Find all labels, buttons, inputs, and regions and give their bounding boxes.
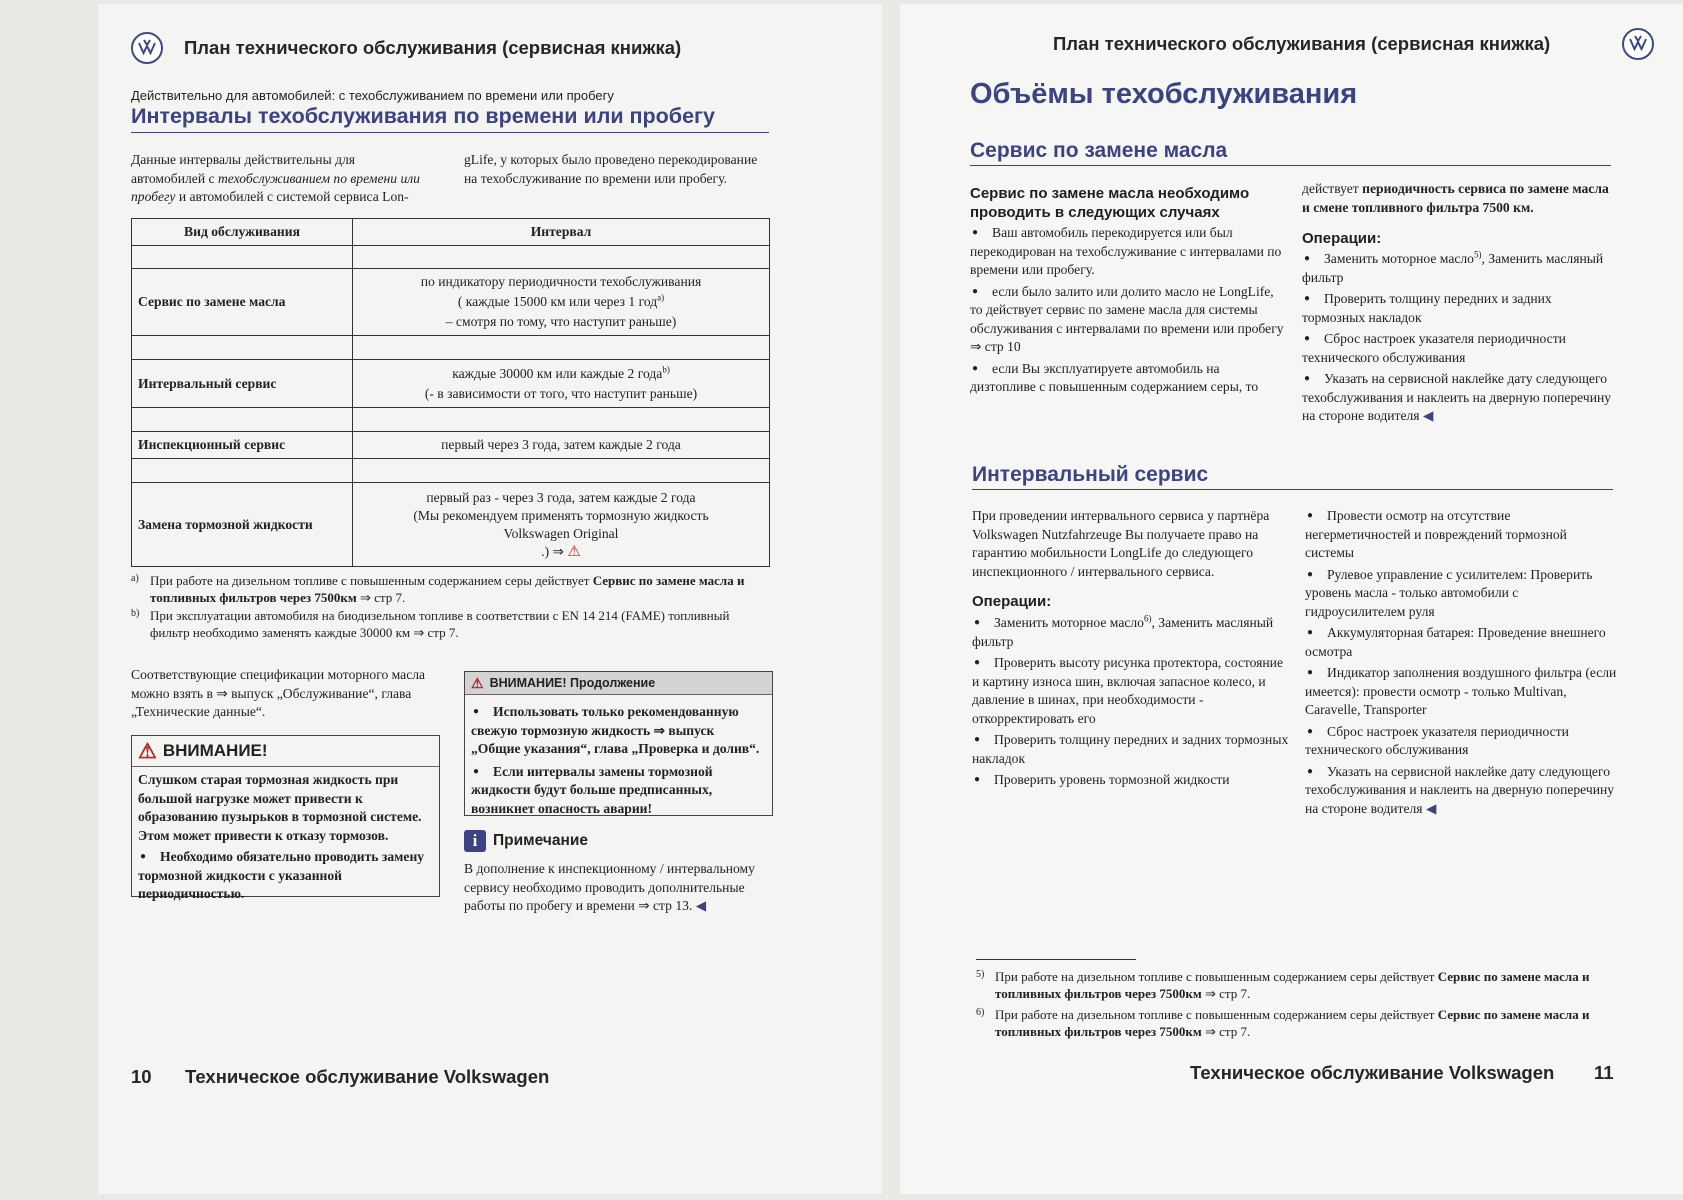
interval-operations-list-2 — [1305, 507, 1617, 818]
warning-continued-bullet: ● Если интервалы замены тормозной жидкости будут больше предписанных, возникнет опасность аварии! — [471, 763, 766, 819]
end-arrow-icon: ◀ — [1425, 800, 1437, 816]
service-interval-table — [131, 218, 770, 567]
footer-title: Техническое обслуживание Volkswagen — [1190, 1062, 1555, 1083]
warning-triangle-icon: ⚠ — [138, 739, 157, 763]
interval-intro: При проведении интервального сервиса у партнёра Volkswagen Nutzfahrzeuge Вы получаете право на гарантию мобильности LongLife до следующего инспекционного / интервального сервиса. — [972, 508, 1270, 579]
end-arrow-icon: ◀ — [695, 898, 707, 913]
table-header-kind: Вид обслуживания — [132, 219, 353, 246]
oil-operations-list — [1302, 250, 1612, 426]
list-item: ● Рулевое управление с усилителем: Проверить уровень масла - только автомобили с гидроусилителем руля — [1305, 566, 1617, 622]
warning-box — [131, 735, 440, 901]
left-page — [98, 4, 882, 1194]
footnote-separator — [976, 959, 1136, 960]
footer-title: Техническое обслуживание Volkswagen — [185, 1066, 550, 1087]
warning-triangle-icon: ⚠ — [567, 543, 581, 560]
list-item: ● Провести осмотр на отсутствие негерметичностей и повреждений тормозной системы — [1305, 507, 1617, 563]
table-row: Интервальный сервис каждые 30000 км или каждые 2 года$^{b)}$ (- в зависимости от того, что наступит раньше) — [132, 360, 770, 408]
warning-continued-box — [464, 671, 773, 816]
validity-line: Действительно для автомобилей: с техобслуживанием по времени или пробегу — [131, 88, 614, 103]
oil-col2-text: действует периодичность сервиса по замене масла и смене топливного фильтра 7500 км. — [1302, 181, 1609, 215]
right-page — [900, 4, 1683, 1194]
warning-text: Слушком старая тормозная жидкость при большой нагрузке может привести к образованию пузырьков в тормозной системе. Этом может привести к отказу тормозов. — [138, 772, 422, 843]
footnote-5: 5) При работе на дизельном топливе с повышенным содержанием серы действует Сервис по замене масла и топливных фильтров через 7500км ⇒ стр 7. — [976, 969, 1590, 1001]
footnote-b: b) При эксплуатации автомобиля на биодизельном топливе в соответствии с EN 14 214 (FAME) топливный фильтр необходимо заменять каждые 30000 км ⇒ стр 7. — [131, 608, 730, 640]
spec-text: Соответствующие спецификации моторного масла можно взять в ⇒ выпуск „Обслуживание“, глава „Технические данные“. — [131, 667, 426, 719]
warning-triangle-icon: ⚠ — [471, 674, 484, 691]
warning-continued-header: ⚠ ВНИМАНИЕ! Продолжение — [465, 672, 772, 695]
interval-ops-label: Операции: — [972, 593, 1052, 610]
list-item: ● Заменить моторное масло$^{6)}$, Заменить масляный фильтр — [972, 614, 1292, 651]
main-title: Объёмы техобслуживания — [970, 78, 1358, 110]
list-item: ● Аккумуляторная батарея: Проведение внешнего осмотра — [1305, 624, 1617, 661]
interval-operations-list-1 — [972, 614, 1292, 790]
running-header: План технического обслуживания (сервисная книжка) — [1053, 33, 1551, 54]
list-item: ● Проверить уровень тормозной жидкости — [972, 771, 1292, 790]
list-item: ● Указать на сервисной наклейке дату следующего техобслуживания и наклеить на дверную поперечину на стороне водителя ◀ — [1302, 370, 1612, 426]
list-item: ● Проверить толщину передних и задних тормозных накладок — [972, 731, 1292, 768]
list-item: ● Сброс настроек указателя периодичности технического обслуживания — [1302, 330, 1612, 367]
info-icon: i — [464, 830, 486, 852]
oil-service-title: Сервис по замене масла — [970, 139, 1228, 162]
running-header: План технического обслуживания (сервисная книжка) — [184, 37, 682, 58]
list-item: ● если Вы эксплуатируете автомобиль на дизтопливе с повышенным содержанием серы, то — [970, 360, 1288, 397]
list-item: ● Сброс настроек указателя периодичности технического обслуживания — [1305, 723, 1617, 760]
note-text: В дополнение к инспекционному / интервальному сервису необходимо проводить дополнительные работы по пробегу и времени ⇒ стр 13. ◀ — [464, 861, 755, 913]
title-rule — [970, 165, 1611, 166]
table-row: Инспекционный сервис первый через 3 года, затем каждые 2 года — [132, 432, 770, 459]
warning-bullet: ● Необходимо обязательно проводить замену тормозной жидкости с указанной периодичностью. — [138, 848, 433, 904]
note-header: i Примечание — [464, 830, 588, 852]
vw-logo-icon — [1622, 28, 1654, 60]
list-item: ● Указать на сервисной наклейке дату следующего техобслуживания и наклеить на дверную поперечину на стороне водителя ◀ — [1305, 763, 1617, 819]
table-row: Сервис по замене масла по индикатору периодичности техобслуживания ( каждые 15000 км или через 1 год$^{a)}$ – смотря по тому, что наступит раньше) — [132, 269, 770, 336]
oil-ops-label: Операции: — [1302, 230, 1382, 247]
list-item: ● Заменить моторное масло$^{5)}$, Заменить масляный фильтр — [1302, 250, 1612, 287]
list-item: ● Ваш автомобиль перекодируется или был перекодирован на техобслуживание с интервалами по времени или пробегу. — [970, 224, 1288, 280]
footnote-a: a) При работе на дизельном топливе с повышенным содержанием серы действует Сервис по замене масла и топливных фильтров через 7500км ⇒ стр 7. — [131, 573, 745, 605]
section-title: Интервалы техобслуживания по времени или пробегу — [131, 104, 715, 128]
list-item: ● Индикатор заполнения воздушного фильтра (если имеется): провести осмотр - только Multivan, Caravelle, Transporter — [1305, 664, 1617, 720]
intro-col-2: gLife, у которых было проведено перекодирование на техобслуживание по времени или пробегу. — [464, 152, 758, 186]
oil-cases-list — [970, 224, 1288, 397]
end-arrow-icon: ◀ — [1422, 408, 1434, 423]
list-item: ● Проверить толщину передних и задних тормозных накладок — [1302, 290, 1612, 327]
list-item: ● если было залито или долито масло не LongLife, то действует сервис по замене масла для системы обслуживания с интервалами по времени или пробегу ⇒ стр 10 — [970, 283, 1288, 357]
table-header-interval: Интервал — [353, 219, 770, 246]
page-number: 10 — [131, 1066, 152, 1087]
intro-col-1: Данные интервалы действительны для автомобилей с техобслуживанием по времени или пробегу и автомобилей с системой сервиса Lon- — [131, 152, 420, 204]
oil-subheading: Сервис по замене масла необходимо проводить в следующих случаях — [970, 185, 1250, 221]
page-number: 11 — [1594, 1062, 1614, 1083]
warning-header: ⚠ ВНИМАНИЕ! — [132, 736, 439, 767]
interval-service-title: Интервальный сервис — [972, 463, 1209, 486]
list-item: ● Проверить высоту рисунка протектора, состояние и картину износа шин, включая запасное колесо, и давление в шинах, при необходимости - откорректировать его — [972, 654, 1292, 728]
vw-logo-icon — [131, 32, 163, 64]
title-rule — [972, 489, 1613, 490]
footnote-6: 6) При работе на дизельном топливе с повышенным содержанием серы действует Сервис по замене масла и топливных фильтров через 7500км ⇒ стр 7. — [976, 1007, 1590, 1039]
table-row: Замена тормозной жидкости первый раз - через 3 года, затем каждые 2 года (Мы рекомендуем применять тормозную жидкость Volkswagen Original .) ⇒ ⚠ — [132, 483, 770, 567]
warning-continued-bullet: ● Использовать только рекомендованную свежую тормозную жидкость ⇒ выпуск „Общие указания“, глава „Проверка и долив“. — [471, 703, 766, 759]
title-rule — [131, 132, 769, 133]
